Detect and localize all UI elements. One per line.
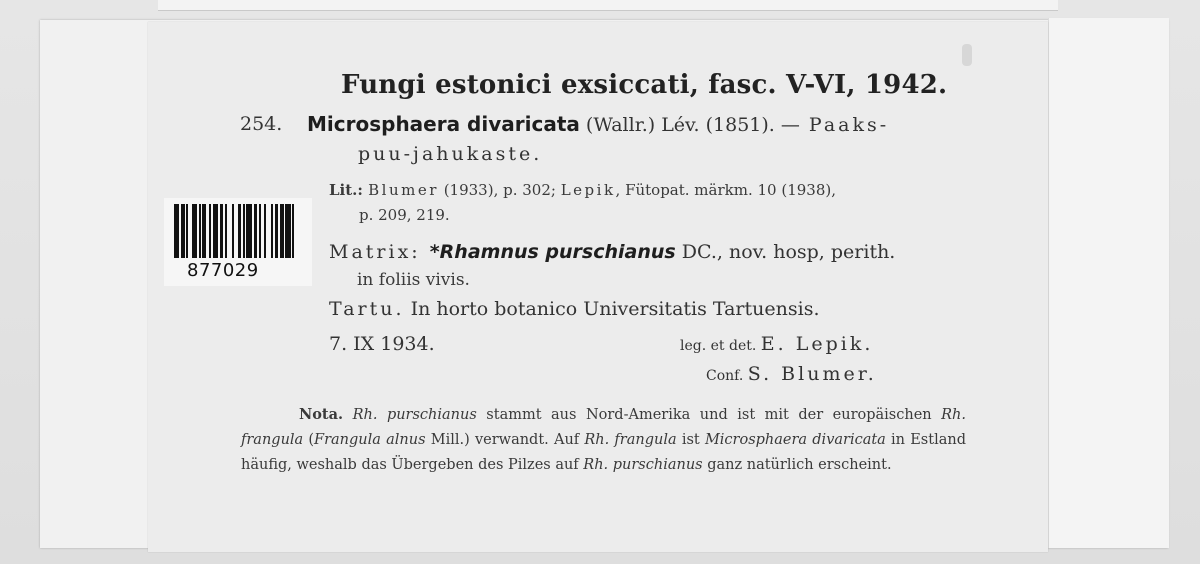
confirmer-name: S. Blumer.	[747, 363, 877, 385]
locality-line	[329, 298, 819, 320]
species-author: (Wallr.) Lév. (1851). —	[579, 114, 800, 136]
nota-label: Nota.	[299, 406, 344, 423]
lit-text-2: , Fütopat. märkm. 10 (1938),	[615, 181, 836, 199]
nota-italic: Rh. purschianus	[583, 457, 703, 473]
nota-text: ganz natürlich erscheint.	[702, 457, 892, 473]
collection-date: 7. IX 1934.	[329, 333, 435, 355]
nota-italic: Rh. frangula	[584, 432, 677, 448]
nota-text: Mill.) verwandt. Auf	[425, 432, 585, 448]
barcode-bar	[294, 204, 298, 258]
literature-line-2: p. 209, 219.	[359, 206, 450, 224]
literature-line-1	[329, 181, 836, 199]
matrix-text: DC., nov. hosp, perith.	[675, 241, 896, 263]
matrix-prefix: Matrix:	[329, 241, 430, 263]
confirmer-line	[706, 363, 877, 385]
matrix-line-1	[329, 241, 895, 263]
nota-text: in Estland häufig, weshalb das Übergeben des Pilzes auf	[241, 432, 966, 473]
nota-text	[343, 407, 353, 423]
common-name-part1: Paaks-	[799, 114, 890, 136]
collector-name: E. Lepik.	[760, 333, 874, 355]
lit-author-1: Blumer	[368, 181, 439, 199]
paper-smudge	[962, 44, 972, 66]
nota-italic: Microsphaera divaricata	[704, 432, 886, 448]
common-name-part2: puu-jahukaste.	[358, 143, 543, 165]
nota-paragraph	[241, 402, 966, 478]
matrix-species: *Rhamnus purschianus	[429, 241, 676, 263]
nota-text: ist	[676, 432, 705, 448]
matrix-line-2: in foliis vivis.	[357, 270, 470, 290]
label-title: Fungi estonici exsiccati, fasc. V-VI, 1942.	[341, 70, 948, 100]
nota-italic: Frangula alnus	[314, 432, 426, 448]
locality-text: In horto botanico Universitatis Tartuensis.	[404, 298, 820, 320]
nota-text: (	[303, 432, 315, 448]
species-line	[307, 112, 889, 136]
lit-text-1: (1933), p. 302;	[438, 181, 561, 199]
specimen-number: 254.	[240, 113, 283, 135]
sheet-top-strip	[158, 0, 1058, 11]
leg-prefix: leg. et det.	[680, 338, 761, 354]
conf-prefix: Conf.	[706, 368, 748, 384]
sheet-right-edge	[1048, 18, 1169, 548]
barcode-number: 877029	[187, 260, 259, 281]
nota-italic: Rh. purschianus	[352, 407, 477, 423]
nota-text: stammt aus Nord-Amerika und ist mit der europäischen	[476, 407, 942, 423]
species-name: Microsphaera divaricata	[307, 112, 580, 136]
barcode-icon	[174, 204, 298, 258]
lit-author-2: Lepik	[560, 181, 616, 199]
locality-city: Tartu.	[329, 298, 405, 320]
nota-italic: Rh. frangula	[241, 407, 966, 448]
lit-prefix: Lit.:	[329, 181, 369, 199]
collector-line	[680, 333, 873, 355]
